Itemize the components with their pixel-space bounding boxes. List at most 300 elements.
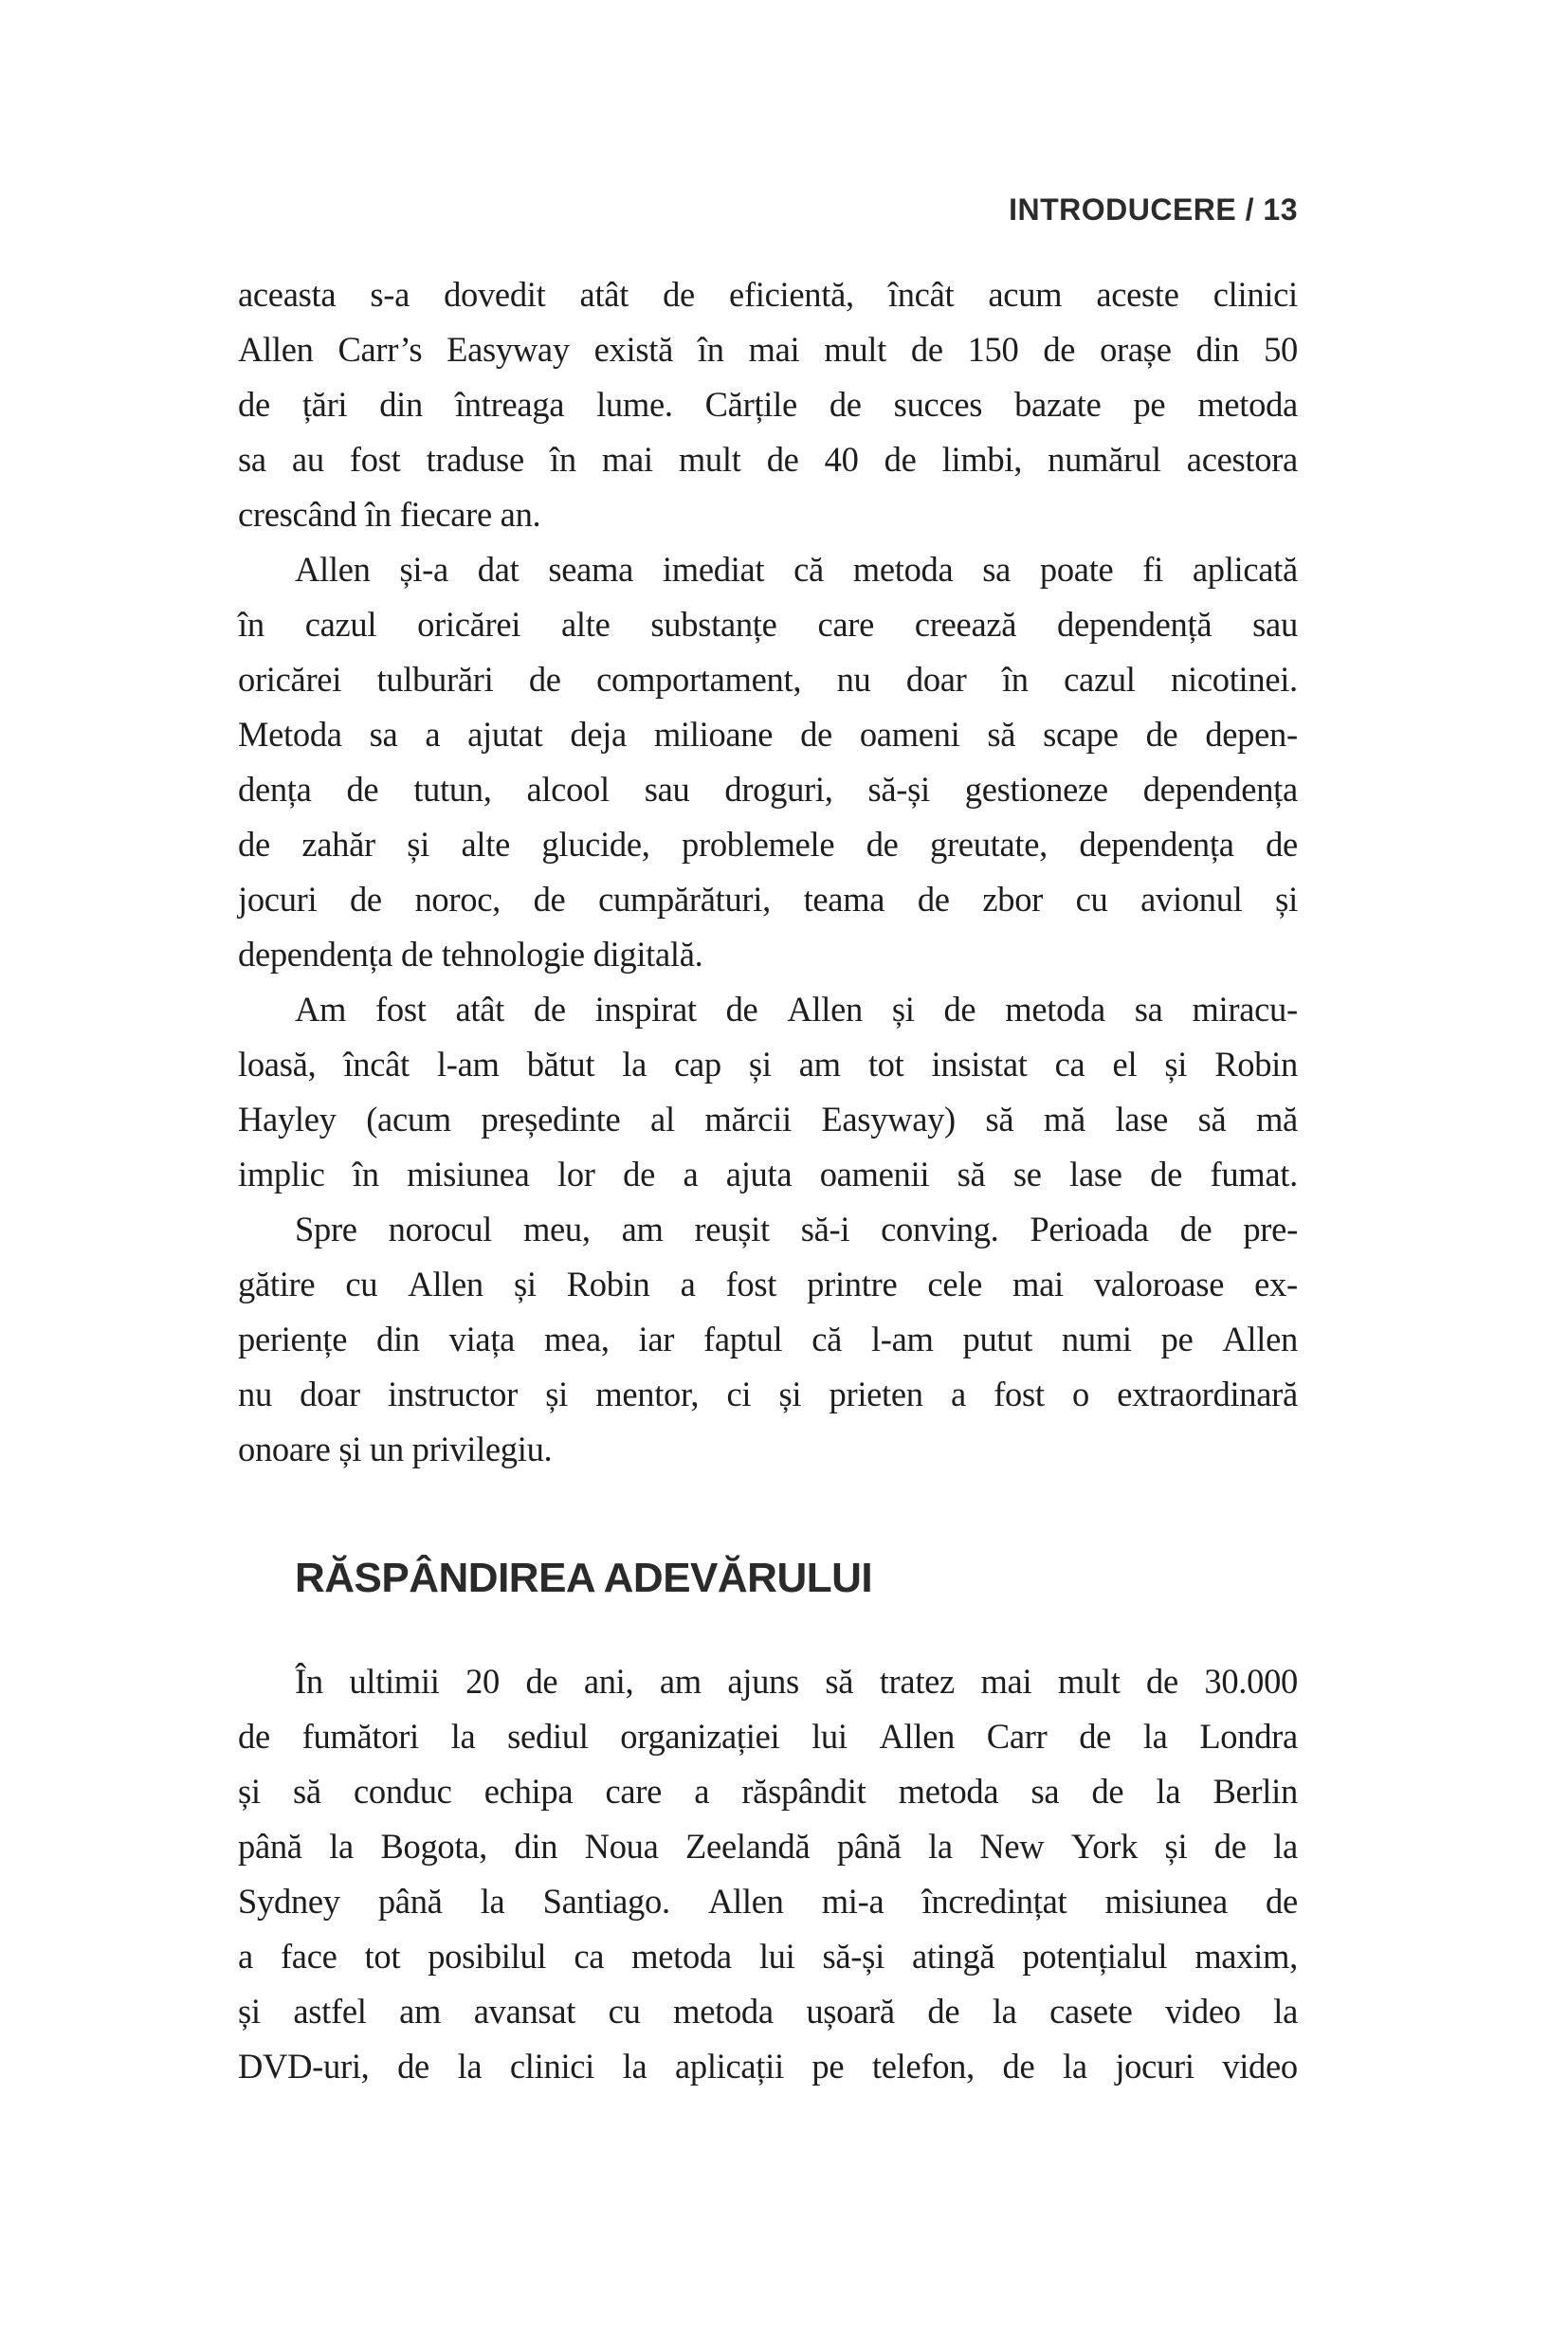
- word: metoda: [898, 1772, 999, 1811]
- word: implic: [238, 1155, 325, 1194]
- word: în: [238, 605, 264, 644]
- word: clinici: [1212, 275, 1298, 314]
- word: din: [514, 1827, 558, 1866]
- word: am: [798, 1045, 841, 1084]
- word: maxim,: [1194, 1937, 1298, 1976]
- word: succes: [893, 385, 983, 424]
- word: mult: [1057, 1662, 1121, 1701]
- word: faptul: [703, 1320, 783, 1358]
- text-line: [238, 1984, 1298, 2039]
- word: de: [663, 275, 695, 314]
- text-line: [238, 377, 1298, 432]
- word: DVD-uri,: [238, 2047, 370, 2086]
- word: atât: [455, 990, 504, 1029]
- word: aceste: [1096, 275, 1179, 314]
- text-line: [238, 1367, 1298, 1422]
- word: că: [811, 1320, 843, 1358]
- word: să-și: [867, 770, 930, 809]
- word: nu: [836, 660, 871, 699]
- word: în: [352, 1155, 379, 1194]
- word: de: [725, 990, 758, 1029]
- word: oricărei: [417, 605, 521, 644]
- text-line: [238, 1202, 1298, 1257]
- word: ultimii: [349, 1662, 440, 1701]
- word: de: [238, 1717, 270, 1756]
- word: de: [238, 385, 270, 424]
- text-line: [238, 542, 1298, 597]
- word: gestioneze: [964, 770, 1108, 809]
- word: la: [622, 1045, 647, 1084]
- word: seama: [548, 550, 634, 589]
- word: întreaga: [454, 385, 565, 424]
- word: orașe: [1100, 330, 1172, 369]
- word: Noua: [584, 1827, 659, 1866]
- word: Bogota,: [380, 1827, 487, 1866]
- word: am: [399, 1992, 442, 2031]
- word: la: [329, 1827, 354, 1866]
- word: tratez: [879, 1662, 955, 1701]
- word: casete: [1049, 1992, 1133, 2031]
- word: Sydney: [238, 1882, 340, 1921]
- word: se: [1012, 1155, 1042, 1194]
- word: metoda: [852, 550, 954, 589]
- word: noroc,: [414, 880, 501, 919]
- word: avansat: [473, 1992, 576, 2031]
- word: În: [295, 1662, 323, 1701]
- text-line: [238, 1147, 1298, 1202]
- word: în: [1001, 660, 1029, 699]
- word: de: [866, 825, 899, 864]
- word: (acum: [366, 1100, 451, 1139]
- word: meu,: [522, 1210, 591, 1248]
- word: zbor: [982, 880, 1043, 919]
- text-line: [238, 1764, 1298, 1819]
- word: și: [1275, 880, 1298, 919]
- word: video: [1165, 1992, 1241, 2031]
- word: Allen: [787, 990, 863, 1029]
- word: acum: [988, 275, 1063, 314]
- word: să: [292, 1772, 321, 1811]
- word: de: [1145, 715, 1178, 754]
- word: valoroase: [1093, 1265, 1225, 1303]
- text-line: [238, 1092, 1298, 1147]
- word: scape: [1043, 715, 1119, 754]
- word: din: [1195, 330, 1240, 369]
- word: să: [957, 1155, 986, 1194]
- word: a: [238, 1937, 253, 1976]
- word: substanțe: [650, 605, 777, 644]
- word: pe: [1133, 385, 1166, 424]
- word: de: [884, 440, 917, 479]
- word: sa: [238, 440, 266, 479]
- word: instructor: [388, 1375, 518, 1413]
- word: nu: [238, 1375, 272, 1413]
- word: ajuns: [727, 1662, 799, 1701]
- word: doar: [300, 1375, 360, 1413]
- word: fost: [994, 1375, 1045, 1413]
- word: aplicată: [1192, 550, 1298, 589]
- word: mărcii: [704, 1100, 792, 1139]
- word: cu: [345, 1265, 378, 1303]
- word: ajutat: [467, 715, 543, 754]
- word: de: [1213, 1827, 1247, 1866]
- word: de: [1266, 825, 1298, 864]
- word: inspirat: [594, 990, 697, 1029]
- word: cazul: [304, 605, 377, 644]
- word: Easyway: [447, 330, 570, 369]
- word: de: [1091, 1772, 1124, 1811]
- paragraph: [238, 1202, 1298, 1477]
- word: am: [621, 1210, 664, 1248]
- word: să: [987, 715, 1016, 754]
- word: dat: [477, 550, 520, 589]
- text-line: [238, 1709, 1298, 1764]
- word: la: [450, 1717, 476, 1756]
- word: jocuri: [1115, 2047, 1194, 2086]
- word: mă: [1043, 1100, 1085, 1139]
- word: sau: [644, 770, 690, 809]
- word: a: [683, 1155, 699, 1194]
- word: Perioada: [1030, 1210, 1149, 1248]
- text-line: [238, 872, 1298, 927]
- word: mea,: [543, 1320, 610, 1358]
- text-line: [238, 817, 1298, 872]
- word: comportament,: [596, 660, 802, 699]
- word: metoda: [1197, 385, 1298, 424]
- word: să: [825, 1662, 854, 1701]
- word: Berlin: [1212, 1772, 1298, 1811]
- word: face: [280, 1937, 337, 1976]
- word: New: [979, 1827, 1045, 1866]
- word: și: [238, 1772, 261, 1811]
- word: de: [349, 880, 382, 919]
- word: pe: [811, 2047, 845, 2086]
- word: atingă: [911, 1937, 995, 1976]
- word: de: [533, 990, 566, 1029]
- word: Allen: [879, 1717, 956, 1756]
- word: din: [379, 385, 423, 424]
- paragraph: [238, 982, 1298, 1202]
- word: ex-: [1254, 1265, 1298, 1303]
- word: dovedit: [444, 275, 546, 314]
- word: doar: [905, 660, 967, 699]
- word: telefon,: [871, 2047, 975, 2086]
- word: și: [1164, 1045, 1188, 1084]
- word: de: [829, 385, 862, 424]
- text-line: [238, 652, 1298, 707]
- word: la: [1273, 1827, 1298, 1866]
- running-header: INTRODUCERE / 13: [1009, 192, 1298, 227]
- word: alte: [561, 605, 611, 644]
- word: și: [238, 1992, 261, 2031]
- word: am: [659, 1662, 702, 1701]
- word: de: [525, 1662, 558, 1701]
- word: gătire: [238, 1265, 316, 1303]
- word: periențe: [238, 1320, 348, 1358]
- word: ajuta: [725, 1155, 793, 1194]
- word: imediat: [662, 550, 765, 589]
- word: mentor,: [595, 1375, 700, 1413]
- word: dependența: [1079, 825, 1234, 864]
- word: fost: [725, 1265, 777, 1303]
- word: ca: [574, 1937, 605, 1976]
- word: fost: [375, 990, 427, 1029]
- word: aplicații: [674, 2047, 784, 2086]
- word: 50: [1264, 330, 1298, 369]
- word: să: [1197, 1100, 1227, 1139]
- word: în: [697, 330, 724, 369]
- word: mai: [748, 330, 800, 369]
- word: Metoda: [238, 715, 342, 754]
- word: lui: [811, 1717, 848, 1756]
- word: glucide,: [541, 825, 650, 864]
- word: nicotinei.: [1171, 660, 1298, 699]
- word: problemele: [682, 825, 835, 864]
- word: mai: [1012, 1265, 1064, 1303]
- paragraph: [238, 267, 1298, 542]
- word: conduc: [353, 1772, 452, 1811]
- word: metoda: [673, 1992, 774, 2031]
- text-line: [238, 322, 1298, 377]
- word: sa: [1030, 1772, 1060, 1811]
- word: președinte: [481, 1100, 621, 1139]
- word: de: [1266, 1882, 1298, 1921]
- word: miracu-: [1192, 990, 1298, 1029]
- word: sa: [1134, 990, 1163, 1029]
- word: a: [694, 1772, 710, 1811]
- word: Carr’s: [337, 330, 423, 369]
- word: la: [992, 1992, 1017, 2031]
- word: s-a: [370, 275, 410, 314]
- word: și: [513, 1265, 537, 1303]
- word: care: [817, 605, 874, 644]
- word: de: [917, 880, 950, 919]
- word: sau: [1252, 605, 1298, 644]
- word: a: [951, 1375, 966, 1413]
- word: și-a: [399, 550, 448, 589]
- word: tulburări: [376, 660, 494, 699]
- word: de: [1146, 1662, 1178, 1701]
- word: țări: [301, 385, 348, 424]
- word: numărul: [1048, 440, 1161, 479]
- word: oricărei: [238, 660, 342, 699]
- word: lume.: [596, 385, 673, 424]
- word: dependență: [1057, 605, 1212, 644]
- word: la: [1062, 2047, 1087, 2086]
- text-line: [238, 597, 1298, 652]
- word: Allen: [238, 330, 314, 369]
- text-line: [238, 982, 1298, 1037]
- word: extraordinară: [1117, 1375, 1298, 1413]
- word: sa: [369, 715, 398, 754]
- word: la: [1273, 1992, 1298, 2031]
- word: clinici: [509, 2047, 595, 2086]
- word: răspândit: [741, 1772, 866, 1811]
- word: cazul: [1064, 660, 1136, 699]
- word: de: [943, 990, 976, 1029]
- word: sa: [982, 550, 1012, 589]
- word: fi: [1142, 550, 1163, 589]
- word: au: [291, 440, 324, 479]
- word: jocuri: [238, 880, 318, 919]
- word: există: [593, 330, 673, 369]
- section-heading: RĂSPÂNDIREA ADEVĂRULUI: [295, 1555, 873, 1601]
- word: în: [549, 440, 576, 479]
- word: Carr: [986, 1717, 1048, 1756]
- word: mult: [824, 330, 886, 369]
- text-line: [238, 2039, 1298, 2094]
- word: la: [928, 1827, 953, 1866]
- word: misiunea: [1104, 1882, 1228, 1921]
- word: numi: [1061, 1320, 1132, 1358]
- word: video: [1222, 2047, 1298, 2086]
- word: mă: [1255, 1100, 1298, 1139]
- word: la: [480, 1882, 505, 1921]
- word: l-am: [870, 1320, 934, 1358]
- word: Allen: [1222, 1320, 1298, 1358]
- word: să-i: [800, 1210, 850, 1248]
- word: de: [1002, 2047, 1035, 2086]
- word: cu: [608, 1992, 641, 2031]
- text-line: [238, 267, 1298, 322]
- text-line: [238, 707, 1298, 762]
- word: cele: [927, 1265, 982, 1303]
- word: viața: [448, 1320, 516, 1358]
- text-column: [238, 267, 1298, 2094]
- word: milioane: [653, 715, 774, 754]
- word: de: [1079, 1717, 1112, 1756]
- word: lui: [758, 1937, 795, 1976]
- word: de: [1179, 1210, 1212, 1248]
- word: la: [622, 2047, 647, 2086]
- word: de: [533, 880, 566, 919]
- word: lor: [557, 1155, 595, 1194]
- word: iar: [638, 1320, 675, 1358]
- word: oameni: [859, 715, 960, 754]
- text-line: [238, 1257, 1298, 1312]
- word: 150: [967, 330, 1019, 369]
- word: l-am: [436, 1045, 500, 1084]
- word: și: [545, 1375, 568, 1413]
- word: să: [985, 1100, 1014, 1139]
- word: creează: [914, 605, 1017, 644]
- word: Allen: [295, 550, 371, 589]
- word: a: [680, 1265, 696, 1303]
- word: tutun,: [413, 770, 492, 809]
- word: deja: [570, 715, 627, 754]
- word: ca: [1054, 1045, 1085, 1084]
- word: de: [346, 770, 379, 809]
- word: eficientă,: [729, 275, 854, 314]
- word: Santiago.: [542, 1882, 670, 1921]
- word: de: [910, 330, 943, 369]
- word: ușoară: [806, 1992, 895, 2031]
- word: limbi,: [941, 440, 1023, 479]
- word: avionul: [1140, 880, 1243, 919]
- text-line: [238, 762, 1298, 817]
- word: de: [397, 2047, 429, 2086]
- word: până: [238, 1827, 302, 1866]
- word: prieten: [829, 1375, 923, 1413]
- word: depen-: [1205, 715, 1298, 754]
- word: poate: [1039, 550, 1114, 589]
- text-line: onoare și un privilegiu.: [238, 1430, 553, 1468]
- word: lase: [1115, 1100, 1168, 1139]
- word: și: [1164, 1827, 1188, 1866]
- word: la: [1142, 1717, 1168, 1756]
- word: aceasta: [238, 275, 337, 314]
- word: loasă,: [238, 1045, 317, 1084]
- word: de: [1043, 330, 1076, 369]
- word: de: [238, 825, 270, 864]
- word: tot: [867, 1045, 904, 1084]
- word: de: [766, 440, 799, 479]
- word: Cărțile: [704, 385, 797, 424]
- word: mai: [980, 1662, 1032, 1701]
- word: să-și: [822, 1937, 884, 1976]
- word: potențialul: [1022, 1937, 1168, 1976]
- word: astfel: [293, 1992, 367, 2031]
- text-line: [238, 1037, 1298, 1092]
- word: mult: [678, 440, 741, 479]
- word: bazate: [1014, 385, 1102, 424]
- word: fumători: [301, 1717, 419, 1756]
- word: tot: [364, 1937, 401, 1976]
- word: a: [425, 715, 441, 754]
- word: atât: [579, 275, 629, 314]
- word: teama: [803, 880, 885, 919]
- word: printre: [807, 1265, 898, 1303]
- word: mai: [601, 440, 653, 479]
- text-line: crescând în fiecare an.: [238, 495, 541, 534]
- text-line: dependența de tehnologie digitală.: [238, 935, 703, 974]
- word: reușit: [694, 1210, 770, 1248]
- word: ani,: [583, 1662, 634, 1701]
- word: Hayley: [238, 1100, 337, 1139]
- word: norocul: [388, 1210, 493, 1248]
- word: putut: [962, 1320, 1033, 1358]
- word: până: [377, 1882, 443, 1921]
- word: de: [623, 1155, 655, 1194]
- word: zahăr: [301, 825, 375, 864]
- word: ci: [726, 1375, 752, 1413]
- word: metoda: [631, 1937, 732, 1976]
- word: 40: [824, 440, 859, 479]
- word: droguri,: [724, 770, 833, 809]
- word: metoda: [1005, 990, 1105, 1029]
- text-line: [238, 1819, 1298, 1874]
- word: cap: [674, 1045, 721, 1084]
- word: misiunea: [407, 1155, 530, 1194]
- word: de: [1150, 1155, 1183, 1194]
- word: la: [1156, 1772, 1181, 1811]
- word: că: [793, 550, 824, 589]
- text-line: [238, 1654, 1298, 1709]
- word: Zeelandă: [685, 1827, 811, 1866]
- word: 20: [465, 1662, 500, 1701]
- word: pre-: [1243, 1210, 1298, 1248]
- word: Easyway): [821, 1100, 956, 1139]
- word: încredințat: [921, 1882, 1067, 1921]
- word: o: [1072, 1375, 1089, 1413]
- word: cumpărături,: [598, 880, 771, 919]
- word: al: [650, 1100, 675, 1139]
- word: Allen: [707, 1882, 784, 1921]
- word: Robin: [566, 1265, 650, 1303]
- word: oamenii: [819, 1155, 930, 1194]
- word: posibilul: [428, 1937, 547, 1976]
- word: dența: [238, 770, 312, 809]
